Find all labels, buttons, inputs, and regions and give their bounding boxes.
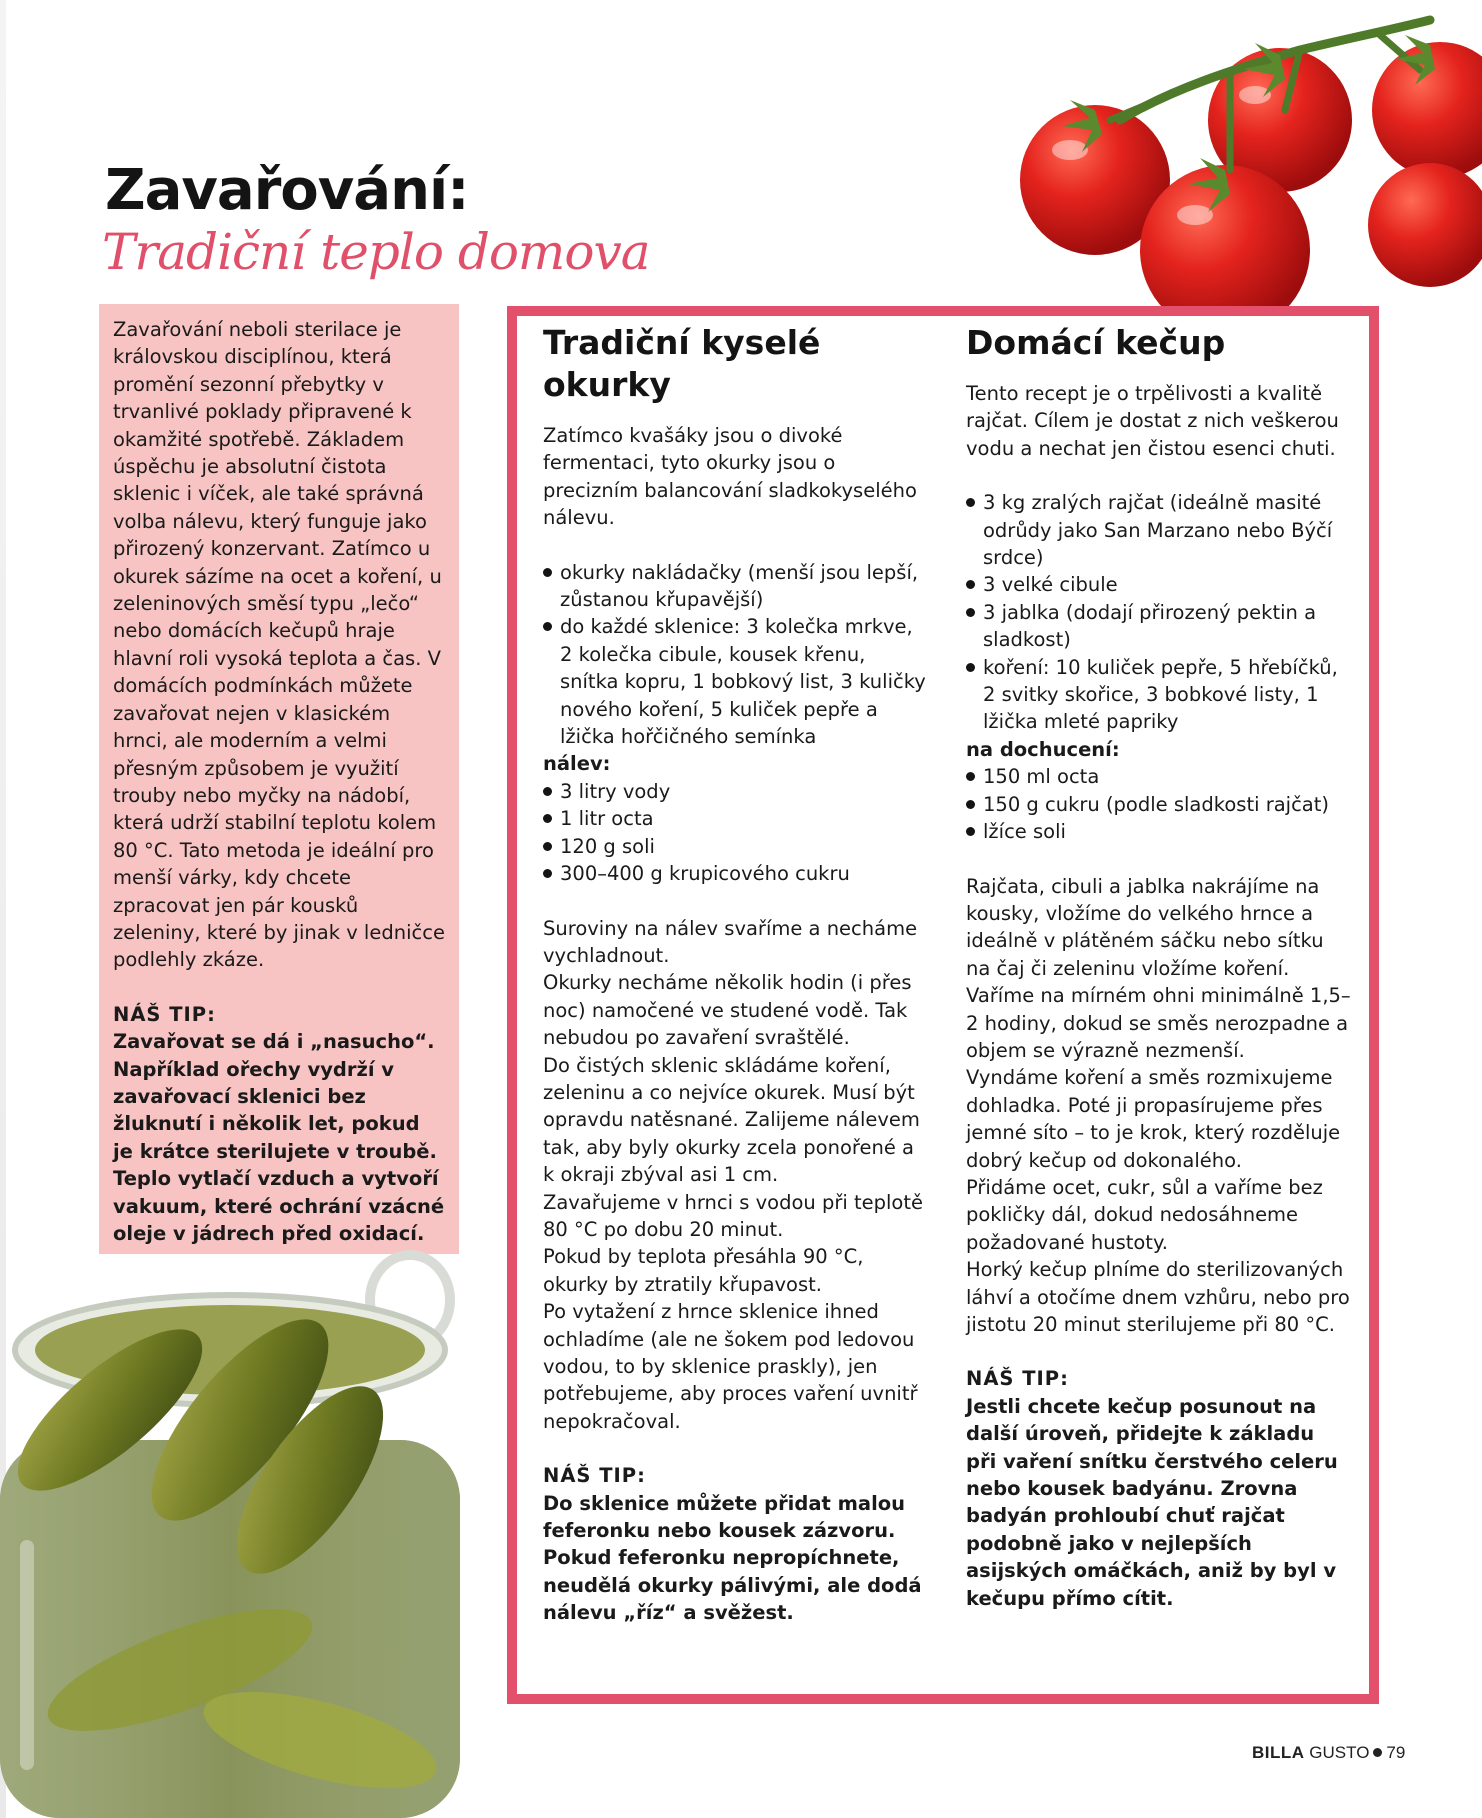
brine-item: 3 litry vody — [543, 778, 928, 805]
intro-tip-text: Zavařovat se dá i „nasucho“. Například ořechy vydrží v zavařovací sklenici bez žluknutí i několik let, pokud je krátce sterilujete v troubě. Teplo vytlačí vzduch a vytvoří vakuum, které ochrání vzácné oleje v jádrech před oxidací. — [113, 1030, 445, 1245]
step: Přidáme ocet, cukr, sůl a vaříme bez pokličky dál, dokud nedosáhneme požadované hustoty. — [966, 1175, 1323, 1254]
page-subtitle: Tradiční teplo domova — [102, 223, 650, 281]
seasoning-item: 150 ml octa — [966, 763, 1351, 790]
step: Suroviny na nálev svaříme a necháme vychladnout. — [543, 916, 918, 967]
brine-item: 120 g soli — [543, 833, 928, 860]
recipe-ketchup-intro: Tento recept je o trpělivosti a kvalitě rajčat. Cílem je dostat z nich veškerou vodu a nechat jen čistou esenci chuti. — [966, 382, 1339, 460]
seasoning-label: na dochucení: — [966, 737, 1120, 761]
step: Do čistých sklenic skládáme koření, zeleninu a co nejvíce okurek. Musí být opravdu natěsnané. Zalijeme nálevem tak, aby byly okurky zcela ponořené a k okraji zbýval asi 1 cm. — [543, 1053, 920, 1187]
step: Vyndáme koření a směs rozmixujeme dohladka. Poté ji propasírujeme přes jemné síto – to je krok, který rozděluje dobrý kečup od dokonalého. — [966, 1066, 1341, 1172]
brine-label: nálev: — [543, 752, 611, 776]
seasoning-item: lžíce soli — [966, 818, 1351, 845]
footer-magazine: GUSTO — [1309, 1743, 1370, 1762]
recipe-pickles — [543, 322, 928, 1627]
ingredient-item: 3 velké cibule — [966, 571, 1351, 598]
intro-box — [99, 304, 459, 1254]
brine-item: 1 litr octa — [543, 805, 928, 832]
recipe-pickles-ingredients — [543, 559, 928, 751]
recipe-pickles-intro: Zatímco kvašáky jsou o divoké fermentaci, tyto okurky jsou o precizním balancování sladkokyselého nálevu. — [543, 424, 917, 530]
page-footer — [1252, 1743, 1405, 1763]
recipe-pickles-brine — [543, 778, 928, 888]
tomatoes-photo — [1000, 0, 1482, 315]
step: Zavařujeme v hrnci s vodou při teplotě 80 °C po dobu 20 minut. — [543, 1190, 923, 1241]
step: Rajčata, cibuli a jablka nakrájíme na kousky, vložíme do velkého hrnce a ideálně v plátěném sáčku nebo sítku na čaj či zeleninu vložíme koření. — [966, 874, 1324, 980]
recipe-ketchup — [966, 322, 1351, 1612]
brine-item: 300–400 g krupicového cukru — [543, 860, 928, 887]
intro-text: Zavařování neboli sterilace je královskou disciplínou, která promění sezonní přebytky v trvanlivé poklady připravené k okamžité spotřebě. Základem úspěchu je absolutní čistota sklenic i víček, ale také správná volba nálevu, který funguje jako přirozený konzervant. Zatímco u okurek sázíme na ocet a koření, u zeleninových směsí typu „lečo“ nebo domácích kečupů hraje hlavní roli vysoká teplota a čas. V domácích podmínkách můžete zavařovat nejen v klasickém hrnci, ale moderním a velmi přesným způsobem je využití trouby nebo myčky na nádobí, která udrží stabilní teplotu kolem 80 °C. Tato metoda je ideální pro menší várky, kdy chcete zpracovat jen pár kousků zeleniny, které by jinak v ledničce podlehly zkáze. — [113, 318, 445, 972]
ingredient-item: 3 jablka (dodají přirozený pektin a sladkost) — [966, 599, 1351, 654]
recipe-ketchup-ingredients — [966, 489, 1351, 736]
ingredient-item: okurky nakládačky (menší jsou lepší, zůstanou křupavější) — [543, 559, 928, 614]
recipe-ketchup-tip-title: NÁŠ TIP: — [966, 1367, 1069, 1391]
recipe-pickles-tip-title: NÁŠ TIP: — [543, 1464, 646, 1488]
recipe-ketchup-title: Domácí kečup — [966, 323, 1226, 362]
bullet-icon — [1373, 1748, 1382, 1757]
recipe-pickles-title: Tradiční kyselé okurky — [543, 323, 821, 404]
step: Horký kečup plníme do sterilizovaných láhví a otočíme dnem vzhůru, nebo pro jistotu 20 minut sterilujeme při 80 °C. — [966, 1258, 1350, 1336]
step: Pokud by teplota přesáhla 90 °C, okurky by ztratily křupavost. — [543, 1245, 864, 1296]
ingredient-item: do každé sklenice: 3 kolečka mrkve, 2 kolečka cibule, kousek křenu, snítka kopru, 1 bobkový list, 3 kuličky nového koření, 5 kuliček pepře a lžička hořčičného semínka — [543, 613, 928, 750]
recipe-ketchup-tip-text: Jestli chcete kečup posunout na další úroveň, přidejte k základu při vaření snítku čerstvého celeru nebo kousek badyánu. Zrovna badyán prohloubí chuť rajčat podobně jako v nejlepších asijských omáčkách, aniž by byl v kečupu přímo cítit. — [966, 1394, 1338, 1610]
recipe-pickles-tip-text: Do sklenice můžete přidat malou feferonku nebo kousek zázvoru. Pokud feferonku nepropíchnete, neudělá okurky pálivými, ale dodá nálevu „říz“ a svěžest. — [543, 1491, 922, 1625]
footer-brand: BILLA — [1252, 1743, 1305, 1762]
ingredient-item: 3 kg zralých rajčat (ideálně masité odrůdy jako San Marzano nebo Býčí srdce) — [966, 489, 1351, 571]
pickles-jar-photo — [0, 1240, 470, 1818]
step: Po vytažení z hrnce sklenice ihned ochladíme (ale ne šokem pod ledovou vodou, to by sklenice praskly), jen potřebujeme, aby proces vaření uvnitř nepokračoval. — [543, 1300, 918, 1433]
recipe-ketchup-seasoning — [966, 763, 1351, 845]
step: Vaříme na mírném ohni minimálně 1,5–2 hodiny, dokud se směs nerozpadne a objem se výrazně nezmenší. — [966, 984, 1351, 1062]
seasoning-item: 150 g cukru (podle sladkosti rajčat) — [966, 791, 1351, 818]
intro-tip-title: NÁŠ TIP: — [113, 1002, 216, 1026]
ingredient-item: koření: 10 kuliček pepře, 5 hřebíčků, 2 svitky skořice, 3 bobkové listy, 1 lžička mleté papriky — [966, 654, 1351, 736]
page-title: Zavařování: — [105, 158, 469, 223]
page-number: 79 — [1386, 1743, 1406, 1762]
step: Okurky necháme několik hodin (i přes noc) namočené ve studené vodě. Tak nebudou po zavaření svraštělé. — [543, 971, 912, 1050]
